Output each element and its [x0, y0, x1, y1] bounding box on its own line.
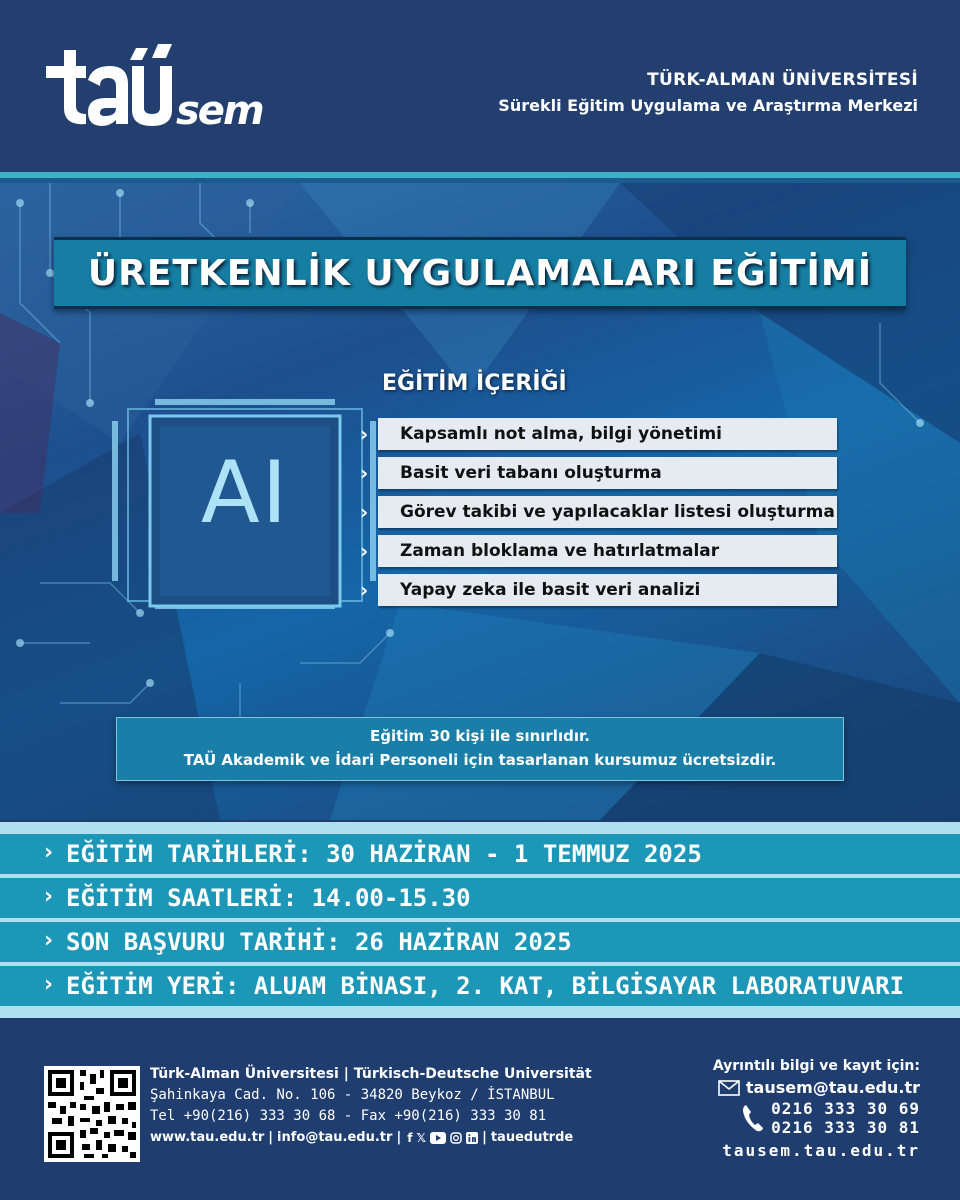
list-item-text: Zaman bloklama ve hatırlatmalar [400, 541, 720, 561]
chevron-right-icon: › [44, 884, 54, 909]
social-icons [407, 1131, 478, 1145]
list-item-text: Kapsamlı not alma, bilgi yönetimi [400, 424, 723, 444]
contact-heading: Ayrıntılı bilgi ve kayıt için: [712, 1058, 920, 1074]
tausem-logo [42, 44, 263, 134]
list-item-text: Yapay zeka ile basit veri analizi [400, 580, 701, 600]
contact-email-link[interactable]: tausem@tau.edu.tr [745, 1078, 920, 1097]
chevron-right-icon: › [360, 461, 369, 485]
info-section [0, 822, 960, 1018]
phone-number-2[interactable]: 0216 333 30 81 [771, 1118, 920, 1137]
chevron-right-icon: › [360, 500, 369, 524]
list-item [360, 574, 840, 606]
envelope-icon [718, 1080, 740, 1096]
center-name: Sürekli Eğitim Uygulama ve Araştırma Merkezi [498, 96, 918, 115]
address-block [150, 1066, 592, 1145]
chevron-right-icon: › [360, 539, 369, 563]
notice-capacity: Eğitim 30 kişi ile sınırlıdır. [370, 727, 590, 745]
chevron-right-icon: › [44, 928, 54, 953]
footer [0, 1018, 960, 1200]
qr-code-icon[interactable] [44, 1066, 140, 1162]
linkedin-icon[interactable] [466, 1132, 478, 1144]
contact-website-link[interactable]: tausem.tau.edu.tr [722, 1141, 920, 1160]
phone-icon [741, 1103, 765, 1133]
list-item-text: Basit veri tabanı oluşturma [400, 463, 662, 483]
page-title: ÜRETKENLİK UYGULAMALARI EĞİTİMİ [87, 252, 873, 294]
info-email-link[interactable]: info@tau.edu.tr [277, 1130, 393, 1145]
header [0, 0, 960, 172]
notice-box [116, 717, 844, 781]
website-link[interactable]: www.tau.edu.tr [150, 1130, 265, 1145]
instagram-icon[interactable] [450, 1132, 462, 1144]
links-row: www.tau.edu.tr | info@tau.edu.tr | f 𝕏 | tauedutrde [150, 1130, 574, 1145]
postal-address: Şahinkaya Cad. No. 106 - 34820 Beykoz / İSTANBUL [150, 1087, 555, 1103]
tausem-logo-mark [42, 44, 263, 134]
chip-label: AI [200, 443, 290, 543]
phone-number-1[interactable]: 0216 333 30 69 [771, 1099, 920, 1118]
info-bar-location [0, 966, 960, 1006]
tel-fax: Tel +90(216) 333 30 68 - Fax +90(216) 333 30 81 [150, 1108, 547, 1124]
info-bar-text: EĞİTİM YERİ: ALUAM BİNASI, 2. KAT, BİLGİSAYAR LABORATUVARI [66, 972, 905, 1000]
hero-banner [0, 183, 960, 820]
university-name: TÜRK-ALMAN ÜNİVERSİTESİ [647, 70, 918, 90]
x-icon[interactable]: 𝕏 [416, 1130, 427, 1145]
contact-block [713, 1058, 920, 1160]
chevron-right-icon: › [360, 578, 369, 602]
list-item [360, 457, 840, 489]
content-heading: EĞİTİM İÇERİĞİ [382, 371, 567, 396]
chevron-right-icon: › [44, 840, 54, 865]
list-item [360, 535, 840, 567]
info-bar-text: SON BAŞVURU TARİHİ: 26 HAZİRAN 2025 [66, 928, 572, 956]
info-bar-text: EĞİTİM SAATLERİ: 14.00-15.30 [66, 884, 471, 912]
chevron-right-icon: › [44, 972, 54, 997]
logo-sem-text: sem [176, 88, 263, 134]
info-bar-deadline [0, 922, 960, 962]
social-handle[interactable]: tauedutrde [490, 1130, 574, 1145]
university-names: Türk-Alman Üniversitesi | Türkisch-Deutsche Universität [150, 1066, 592, 1082]
info-bar-hours [0, 878, 960, 918]
info-bar-text: EĞİTİM TARİHLERİ: 30 HAZİRAN - 1 TEMMUZ 2025 [66, 840, 702, 868]
list-item [360, 418, 840, 450]
list-item [360, 496, 840, 528]
facebook-icon[interactable]: f [407, 1130, 413, 1145]
youtube-icon[interactable] [430, 1132, 446, 1144]
title-banner [54, 237, 906, 309]
notice-free: TAÜ Akademik ve İdari Personeli için tasarlanan kursumuz ücretsizdir. [183, 751, 777, 769]
chevron-right-icon: › [360, 422, 369, 446]
info-bar-dates [0, 834, 960, 874]
university-block [498, 70, 918, 115]
list-item-text: Görev takibi ve yapılacaklar listesi oluşturma [400, 502, 835, 522]
